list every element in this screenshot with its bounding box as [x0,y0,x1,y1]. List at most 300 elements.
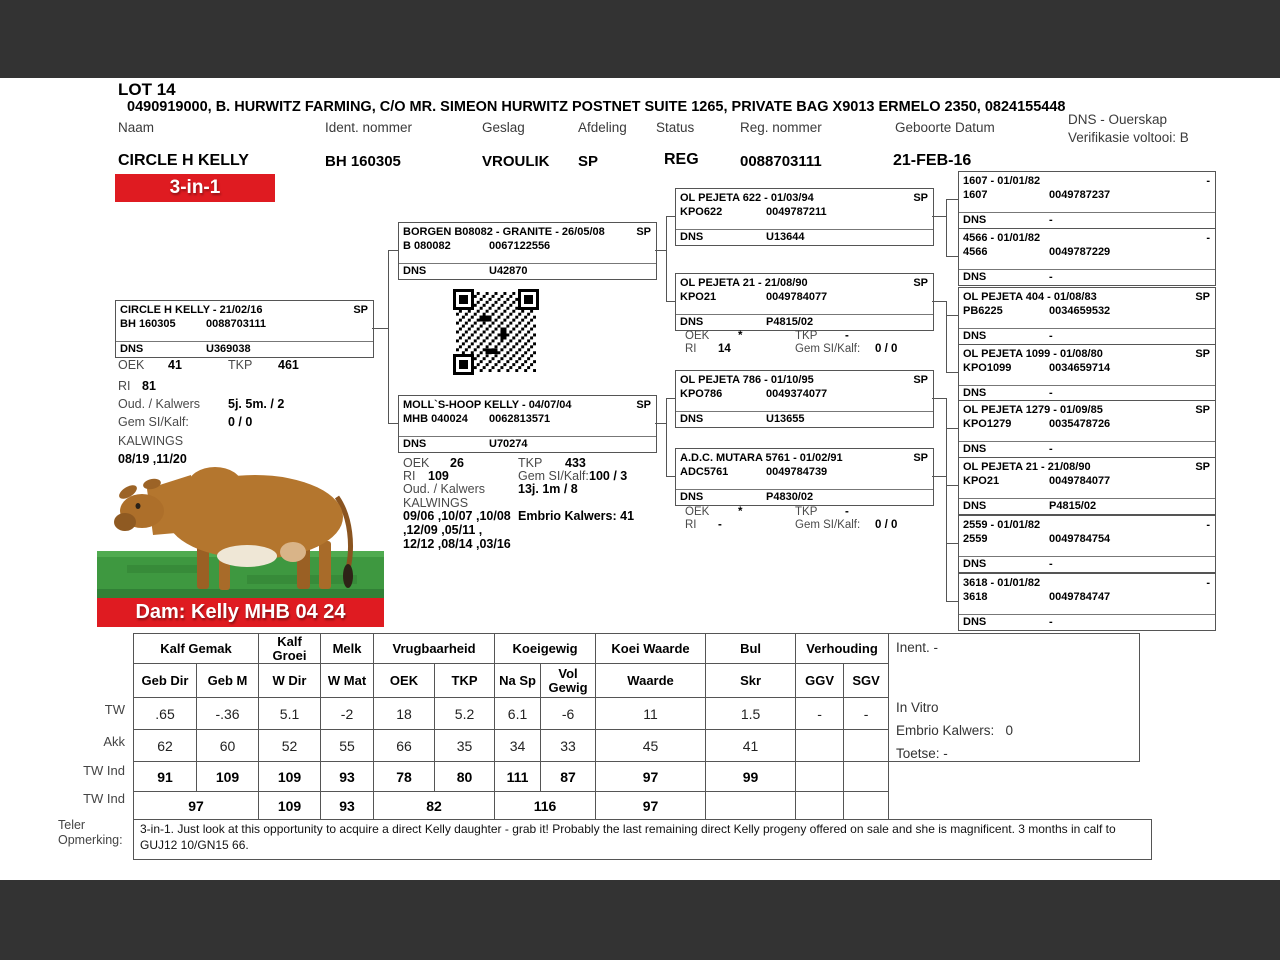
col-group-koeigewig: Koeigewig [495,634,596,664]
top-letterbox-bar [0,0,1280,78]
oek-label: OEK [685,506,710,518]
pedigree-connector [655,423,666,424]
dns-value: - [1049,271,1053,283]
dns-label: DNS [963,500,987,512]
pedigree-connector [946,199,947,256]
pedigree-connector [946,301,947,372]
dns-row [676,229,933,245]
cell: 91 [134,762,197,792]
animal-regnum: 0067122556 [489,240,551,252]
animal-regnum: 0049787237 [1049,189,1111,201]
cell: 116 [495,792,596,820]
pedigree-box-gen4-6 [958,457,1216,515]
cow-illustration [97,455,384,598]
breeder-address: 0490919000, B. HURWITZ FARMING, C/O MR. SIMEON HURWITZ POSTNET SUITE 1265, PRIVATE BAG X9013 ERMELO 2350, 0824155448 [127,99,1066,115]
oek-value: 41 [168,358,182,372]
oek-value: 26 [450,456,464,470]
oek-value: * [738,506,743,518]
animal-title: BORGEN B08082 - GRANITE - 26/05/08 [403,226,605,238]
dns-value: P4830/02 [766,491,814,503]
col-w-mat: W Mat [321,664,374,698]
tw-row [134,698,889,730]
reg-label: Reg. nommer [740,120,822,135]
cell [844,792,889,820]
breeding-values-table [133,633,889,820]
gem-label: Gem SI/Kalf: [795,343,861,355]
pedigree-connector [932,398,946,399]
dns-value: - [1049,558,1053,570]
pedigree-connector [372,328,388,329]
tkp-value: - [845,506,849,518]
dns-label: DNS [680,491,704,503]
dns-value: U42870 [489,265,528,277]
col-sgv: SGV [844,664,889,698]
pedigree-connector [666,301,675,302]
cell: - [796,698,844,730]
pedigree-box-gen4-1 [958,171,1216,229]
pedigree-connector [946,485,958,486]
cell: 66 [374,730,435,762]
animal-title: OL PEJETA 1279 - 01/09/85 [963,404,1103,416]
division-flag: SP [1195,461,1210,473]
dns-value: - [1049,214,1053,226]
col-oek: OEK [374,664,435,698]
pedigree-connector [388,423,398,424]
dns-value: U13655 [766,413,805,425]
pedigree-connector [946,476,947,601]
col-vol-gewig: Vol Gewig [541,664,596,698]
reg-value: 0088703111 [740,153,822,170]
opmerking-label: Opmerking: [58,833,123,847]
pedigree-connector [655,250,666,251]
dns-value: P4815/02 [1049,500,1097,512]
animal-regnum: 0049784754 [1049,533,1111,545]
kalwings-dates: 08/19 ,11/20 [118,452,187,466]
kalwings-label: KALWINGS [403,496,469,510]
oek-label: OEK [118,358,145,372]
cell: 93 [321,762,374,792]
cell: 97 [596,792,706,820]
pedigree-box-gen4-2 [958,228,1216,286]
pedigree-connector [946,428,958,429]
oud-label: Oud. / Kalwers [118,397,200,411]
invitro-text: In Vitro [896,700,939,715]
row-label-twind2: TW Ind [83,791,125,806]
afdeling-value: SP [578,153,599,170]
gem-label: Gem SI/Kalf: [118,415,189,429]
animal-code: KPO21 [680,291,717,303]
animal-title: 3618 - 01/01/82 [963,577,1041,589]
dns-verifikasie-label: Verifikasie voltooi: B [1068,130,1189,145]
animal-code: ADC5761 [680,466,729,478]
dns-row [959,212,1215,228]
oud-label: Oud. / Kalwers [403,482,485,496]
gem-value: 0 / 0 [875,343,898,355]
animal-name-value: CIRCLE H KELLY [118,152,249,169]
afdeling-label: Afdeling [578,120,627,135]
dns-label: DNS [963,271,987,283]
dns-ouerskap-label: DNS - Ouerskap [1068,112,1168,127]
pedigree-connector [666,398,675,399]
pedigree-box-gen4-5 [958,400,1216,458]
col-geb-dir: Geb Dir [134,664,197,698]
pedigree-box-gen4-8 [958,573,1216,631]
oek-value: * [738,330,743,342]
ri-value: - [718,519,722,531]
cell: 99 [706,762,796,792]
dns-value: U13644 [766,231,805,243]
animal-title: OL PEJETA 786 - 01/10/95 [680,374,814,386]
dns-value: - [1049,387,1053,399]
ri-value: 109 [428,469,449,483]
cell: 33 [541,730,596,762]
geboorte-value: 21-FEB-16 [893,152,972,169]
cell: 97 [596,762,706,792]
dns-label: DNS [963,616,987,628]
ident-value: BH 160305 [325,153,401,170]
col-ggv: GGV [796,664,844,698]
animal-code: 4566 [963,246,988,258]
tkp-label: TKP [795,506,818,518]
three-in-one-badge: 3-in-1 [115,174,275,202]
dns-label: DNS [963,443,987,455]
col-group-kalf-groei: Kalf Groei [259,634,321,664]
animal-code: MHB 040024 [403,413,468,425]
animal-regnum: 0088703111 [206,318,266,330]
row-label-akk: Akk [103,734,125,749]
dns-label: DNS [403,265,427,277]
pedigree-connector [666,476,675,477]
animal-title: 2559 - 01/01/82 [963,519,1041,531]
dns-row [676,411,933,427]
dns-value: U369038 [206,343,251,355]
pedigree-connector [388,250,389,423]
pedigree-box-dam [398,395,657,453]
dns-row [959,269,1215,285]
dns-label: DNS [963,558,987,570]
animal-regnum: 0034659714 [1049,362,1111,374]
cell [706,792,796,820]
animal-regnum: 0049784077 [766,291,828,303]
cell [796,792,844,820]
cell: 18 [374,698,435,730]
animal-code: KPO1099 [963,362,1012,374]
kalwings-dates-1: 09/06 ,10/07 ,10/08 [403,509,511,523]
toetse-text: Toetse: - [896,746,948,761]
naam-label: Naam [118,120,155,135]
ident-label: Ident. nommer [325,120,413,135]
animal-code: 1607 [963,189,988,201]
breeder-comment: 3-in-1. Just look at this opportunity to acquire a direct Kelly daughter - grab it! Probably the last remaining direct Kelly progeny offered on sale and she is magnificent. 3 months in calf to GUJ12 10/GN15 66. [133,819,1152,860]
col-group-verhouding: Verhouding [796,634,889,664]
animal-title: OL PEJETA 1099 - 01/08/80 [963,348,1103,360]
cell: .65 [134,698,197,730]
division-flag: SP [636,226,651,238]
pedigree-connector [666,398,667,476]
group-header-row [134,634,889,664]
animal-code: 3618 [963,591,988,603]
cell: 34 [495,730,541,762]
cell: 97 [134,792,259,820]
tkp-value: - [845,330,849,342]
cell: 93 [321,792,374,820]
animal-regnum: 0049784077 [1049,475,1111,487]
animal-code: KPO622 [680,206,723,218]
ri-value: 81 [142,379,156,393]
animal-regnum: 0034659532 [1049,305,1111,317]
dns-label: DNS [680,316,704,328]
cell: 52 [259,730,321,762]
cell: 45 [596,730,706,762]
akk-row [134,730,889,762]
dns-value: U70274 [489,438,528,450]
oud-value: 13j. 1m / 8 [518,482,578,496]
ri-label: RI [403,469,416,483]
kalwings-label: KALWINGS [118,434,184,448]
kalwings-dates-2: ,12/09 ,05/11 , [403,523,483,537]
cell: 109 [259,792,321,820]
pedigree-connector [932,476,946,477]
dns-label: DNS [120,343,144,355]
division-flag: SP [913,452,928,464]
col-skr: Skr [706,664,796,698]
animal-title: OL PEJETA 622 - 01/03/94 [680,192,814,204]
division-flag: SP [913,277,928,289]
cell: 60 [197,730,259,762]
pedigree-connector [388,250,398,251]
col-tkp: TKP [435,664,495,698]
twind-combined-row [134,792,889,820]
pedigree-box-sire-sire [675,188,934,246]
gem-value: 0 / 0 [228,415,253,429]
dns-row [959,328,1215,344]
cell: 5.2 [435,698,495,730]
dns-label: DNS [963,214,987,226]
pedigree-box-gen4-7 [958,515,1216,573]
dns-label: DNS [403,438,427,450]
cell: 80 [435,762,495,792]
animal-regnum: 0049374077 [766,388,828,400]
bottom-letterbox-bar [0,880,1280,960]
tkp-label: TKP [518,456,543,470]
qr-code [453,289,539,375]
dns-value: P4815/02 [766,316,814,328]
gem-label: Gem SI/Kalf: [518,469,589,483]
cell: 55 [321,730,374,762]
division-flag: SP [353,304,368,316]
pedigree-box-sire-dam [675,273,934,331]
animal-title: A.D.C. MUTARA 5761 - 01/02/91 [680,452,843,464]
row-label-twind: TW Ind [83,763,125,778]
cell: - [844,698,889,730]
lot-number: LOT 14 [118,80,176,99]
animal-code: PB6225 [963,305,1003,317]
dns-row [959,556,1215,572]
pedigree-box-gen4-3 [958,287,1216,345]
qr-code-image [453,289,539,375]
geslag-value: VROULIK [482,153,550,170]
pedigree-connector [666,216,667,301]
cell: -6 [541,698,596,730]
oud-value: 5j. 5m. / 2 [228,397,285,411]
animal-regnum: 0062813571 [489,413,551,425]
dns-row [399,263,656,279]
dns-label: DNS [680,231,704,243]
ri-label: RI [685,343,697,355]
division-flag: SP [1195,291,1210,303]
animal-code: 2559 [963,533,988,545]
dns-value: - [1049,616,1053,628]
dns-row [399,436,656,452]
animal-regnum: 0049784747 [1049,591,1111,603]
pedigree-connector [932,301,946,302]
geboorte-label: Geboorte Datum [895,120,995,135]
animal-regnum: 0035478726 [1049,418,1111,430]
cell: 82 [374,792,495,820]
gem-value: 0 / 0 [875,519,898,531]
division-flag: - [1206,232,1210,244]
animal-title: 1607 - 01/01/82 [963,175,1041,187]
kalwings-dates-3: 12/12 ,08/14 ,03/16 [403,537,511,551]
dns-row [959,385,1215,401]
cell: 11 [596,698,706,730]
animal-title: MOLL`S-HOOP KELLY - 04/07/04 [403,399,572,411]
teler-label: Teler [58,818,86,832]
cell: 5.1 [259,698,321,730]
embrio-value: 0 [1005,723,1014,738]
animal-title: OL PEJETA 404 - 01/08/83 [963,291,1097,303]
gem-label: Gem SI/Kalf: [795,519,861,531]
animal-title: OL PEJETA 21 - 21/08/90 [680,277,808,289]
col-waarde: Waarde [596,664,706,698]
division-flag: SP [1195,404,1210,416]
embrio-kalwers: Embrio Kalwers: 41 [518,509,635,523]
col-group-bul: Bul [706,634,796,664]
division-flag: - [1206,175,1210,187]
division-flag: SP [913,192,928,204]
cell [844,762,889,792]
pedigree-box-gen4-4 [958,344,1216,402]
dns-row [959,441,1215,457]
dns-row [116,341,373,357]
cell [844,730,889,762]
ri-label: RI [118,379,131,393]
ri-label: RI [685,519,697,531]
animal-code: BH 160305 [120,318,176,330]
pedigree-connector [946,315,958,316]
pedigree-connector [946,256,958,257]
pedigree-connector [946,372,958,373]
pedigree-box-dam-sire [675,370,934,428]
col-group-kalf-gemak: Kalf Gemak [134,634,259,664]
dns-row [676,489,933,505]
tkp-label: TKP [228,358,253,372]
pedigree-box-sire [398,222,657,280]
sub-header-row [134,664,889,698]
tkp-value: 461 [278,358,299,372]
animal-title: CIRCLE H KELLY - 21/02/16 [120,304,263,316]
cell: 109 [259,762,321,792]
row-label-tw: TW [104,702,125,717]
twind-row [134,762,889,792]
cell: 109 [197,762,259,792]
animal-regnum: 0049784739 [766,466,828,478]
gem-value: 100 / 3 [589,469,628,483]
division-flag: SP [636,399,651,411]
col-group-koei-waarde: Koei Waarde [596,634,706,664]
col-na-sp: Na Sp [495,664,541,698]
dns-value: - [1049,330,1053,342]
pedigree-connector [932,216,946,217]
ri-value: 14 [718,343,731,355]
cell: 1.5 [706,698,796,730]
division-flag: - [1206,577,1210,589]
status-value: REG [664,151,699,168]
inent-text: Inent. - [896,640,939,655]
embrio-line [896,723,1013,738]
oek-label: OEK [403,456,430,470]
cell: -2 [321,698,374,730]
pedigree-connector [666,216,675,217]
cell: 111 [495,762,541,792]
cell: 87 [541,762,596,792]
pedigree-connector [946,543,958,544]
pedigree-connector [946,199,958,200]
animal-code: KPO21 [963,475,1000,487]
dns-label: DNS [963,387,987,399]
animal-code: KPO1279 [963,418,1012,430]
embrio-label: Embrio Kalwers: [896,723,995,738]
cell [796,762,844,792]
dns-row [676,314,933,330]
animal-title: 4566 - 01/01/82 [963,232,1041,244]
animal-title: OL PEJETA 21 - 21/08/90 [963,461,1091,473]
dns-label: DNS [963,330,987,342]
animal-regnum: 0049787229 [1049,246,1111,258]
status-label: Status [656,120,695,135]
col-w-dir: W Dir [259,664,321,698]
dns-label: DNS [680,413,704,425]
pedigree-box-subject [115,300,374,358]
cell: 35 [435,730,495,762]
tkp-value: 433 [565,456,586,470]
dam-banner: Dam: Kelly MHB 04 24 [97,598,384,627]
division-flag: SP [1195,348,1210,360]
cell: 78 [374,762,435,792]
animal-code: KPO786 [680,388,723,400]
oek-label: OEK [685,330,710,342]
dns-value: - [1049,443,1053,455]
division-flag: SP [913,374,928,386]
cell: 6.1 [495,698,541,730]
animal-regnum: 0049787211 [766,206,827,218]
cell: 62 [134,730,197,762]
pedigree-box-dam-dam [675,448,934,506]
cell [796,730,844,762]
cell: -.36 [197,698,259,730]
animal-code: B 080082 [403,240,451,252]
pedigree-connector [946,601,958,602]
division-flag: - [1206,519,1210,531]
dns-row [959,614,1215,630]
tkp-label: TKP [795,330,818,342]
side-panel [888,633,1140,762]
col-group-vrugbaarheid: Vrugbaarheid [374,634,495,664]
pedigree-connector [946,398,947,485]
col-group-melk: Melk [321,634,374,664]
geslag-label: Geslag [482,120,525,135]
dns-row [959,498,1215,514]
